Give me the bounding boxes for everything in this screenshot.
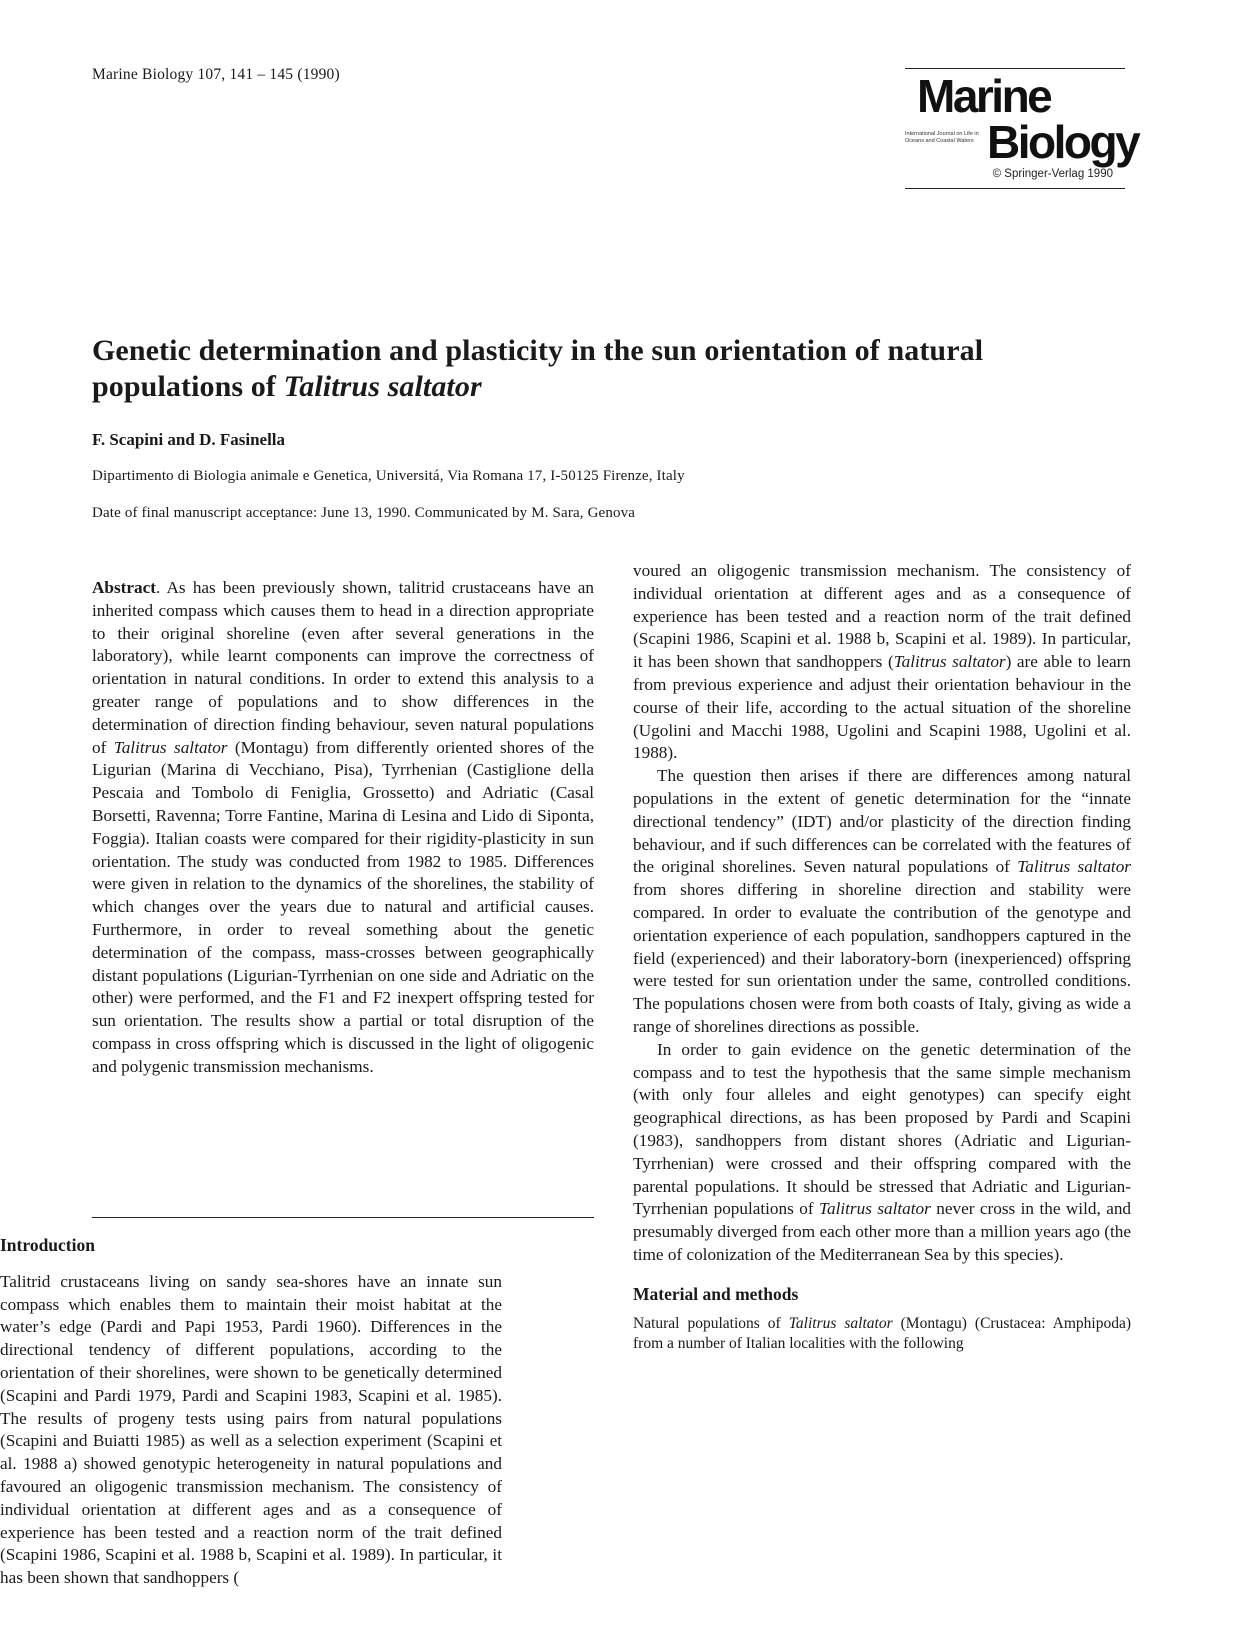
article-affiliation: Dipartimento di Biologia animale e Genetica, Universitá, Via Romana 17, I-50125 Firenze, Italy	[92, 468, 685, 484]
left-column	[92, 577, 594, 1079]
abstract-paragraph	[92, 577, 594, 1079]
logo-biology-text: Biology	[987, 116, 1139, 168]
methods-p1-species: Talitrus saltator	[788, 1314, 893, 1332]
abstract-divider	[92, 1217, 594, 1218]
intro-p2-text-b: from shores differing in shoreline direction and stability were compared. In order to evaluate the contribution of the genotype and orientation experience of each population, sandhoppers captured in the field (experienced) and their laboratory-born (inexperienced) offspring were tested for sun orientation under the same, controlled conditions. The populations chosen were from both coasts of Italy, giving as wide a range of shorelines directions as possible.	[633, 880, 1131, 1036]
methods-paragraph-1	[633, 1314, 1131, 1355]
intro-p3-text-a: In order to gain evidence on the genetic determination of the compass and to test the hypothesis that the same simple mechanism (with only four alleles and eight genotypes) can specify eight geographical directions, as has been proposed by Pardi and Scapini (1983), sandhoppers from distant shores (Adriatic and Ligurian-Tyrrhenian) were crossed and their offspring compared with the parental populations. It should be stressed that Adriatic and Ligurian-Tyrrhenian populations of	[633, 1039, 1131, 1219]
intro-p1-species-italic: Talitrus saltator	[893, 652, 1006, 672]
title-species: Talitrus saltator	[283, 370, 482, 403]
left-column-intro	[0, 1234, 502, 1588]
introduction-heading: Introduction	[0, 1235, 95, 1255]
abstract-text-a: . As has been previously shown, talitrid crustaceans have an inherited compass which causes them to head in a direction appropriate to their original shoreline (even after several generations in the laboratory), while learnt components can improve the correctness of orientation in natural conditions. In order to extend this analysis to a greater range of populations and to show differences in the determination of direction finding behaviour, seven natural populations of	[92, 578, 594, 757]
article-authors: F. Scapini and D. Fasinella	[92, 430, 286, 449]
journal-citation: Marine Biology 107, 141 – 145 (1990)	[92, 66, 340, 83]
right-column-text	[633, 560, 1131, 1355]
logo-top-rule	[905, 68, 1125, 69]
intro-paragraph-3	[633, 1039, 1131, 1267]
logo-copyright: © Springer-Verlag 1990	[992, 168, 1113, 180]
methods-heading: Material and methods	[633, 1283, 799, 1304]
title-text: Genetic determination and plasticity in the sun orientation of natural populations of	[92, 334, 984, 403]
article-title	[92, 333, 992, 405]
intro-paragraph-1-end	[633, 560, 1131, 765]
intro-p3-species: Talitrus saltator	[819, 1199, 931, 1219]
abstract-label: Abstract	[92, 578, 156, 597]
abstract-species: Talitrus saltator	[113, 737, 228, 757]
logo-bottom-rule	[905, 188, 1125, 189]
intro-paragraph-2	[633, 765, 1131, 1039]
methods-p1-text-a: Natural populations of	[633, 1314, 789, 1332]
article-dates: Date of final manuscript acceptance: June 13, 1990. Communicated by M. Sara, Genova	[92, 505, 636, 521]
intro-p2-species: Talitrus saltator	[1017, 857, 1131, 877]
methods-p1-text-b: (Montagu) (Crustacea: Amphipoda) from a number of Italian localities with the following	[633, 1314, 1131, 1352]
abstract-text-b: (Montagu) from differently oriented shores of the Ligurian (Marina di Vecchiano, Pisa), Tyrrhenian (Castiglione della Pescaia and Tombolo di Feniglia, Grossetto) and Adriatic (Casal Borsetti, Ravenna; Torre Fantine, Marina di Lesina and Lido di Siponta, Foggia). Italian coasts were compared for their rigidity-plasticity in sun orientation. The study was conducted from 1982 to 1985. Differences were given in relation to the dynamics of the shorelines, the stability of which changes over the years due to natural and artificial causes. Furthermore, in order to reveal something about the genetic determination of the compass, mass-crosses between geographically distant populations (Ligurian-Tyrrhenian on one side and Adriatic on the other) were performed, and the F1 and F2 inexpert offspring tested for sun orientation. The results show a partial or total disruption of the compass in cross offspring which is discussed in the light of oligogenic and polygenic transmission mechanisms.	[92, 737, 595, 1076]
journal-logo	[905, 68, 1139, 190]
logo-marine-text: Marine	[917, 70, 1051, 122]
intro-p1-tail-b: ) are able to learn from previous experience and adjust their orientation behaviour in the course of their life, according to the actual situation of the shoreline (Ugolini and Macchi 1988, Ugolini and Scapini 1988, Ugolini et al. 1988).	[633, 652, 1131, 763]
intro-paragraph-1-start: Talitrid crustaceans living on sandy sea-shores have an innate sun compass which enables them to maintain their moist habitat at the water’s edge (Pardi and Papi 1953, Pardi 1960). Differences in the directional tendency of different populations, according to the orientation of their shorelines, were shown to be genetically determined (Scapini and Pardi 1979, Pardi and Scapini 1983, Scapini et al. 1985). The results of progeny tests using pairs from natural populations (Scapini and Buiatti 1985) as well as a selection experiment (Scapini et al. 1988 a) showed genotypic heterogeneity in natural populations and favoured an oligogenic transmission mechanism. The consistency of individual orientation at different ages and as a consequence of experience has been tested and a reaction norm of the trait defined (Scapini 1986, Scapini et al. 1988 b, Scapini et al. 1989). In particular, it has been shown that sandhoppers (	[0, 1271, 502, 1588]
logo-tagline: International Journal on Life in Oceans and Coastal Waters	[905, 131, 979, 144]
intro-p3-text-b: never cross in the wild, and presumably diverged from each other more than a million years ago (the time of colonization of the Mediterranean Sea by this species).	[633, 1199, 1132, 1264]
intro-p2-text-a: The question then arises if there are differences among natural populations in the extent of genetic determination for the “innate directional tendency” (IDT) and/or plasticity of the direction finding behaviour, and if such differences can be correlated with the features of the original shorelines. Seven natural populations of	[633, 766, 1131, 877]
intro-p1-tail-a: voured an oligogenic transmission mechanism. The consistency of individual orientation at different ages and as a consequence of experience has been tested and a reaction norm of the trait defined (Scapini 1986, Scapini et al. 1988 b, Scapini et al. 1989). In particular, it has been shown that sandhoppers (	[633, 561, 1131, 672]
